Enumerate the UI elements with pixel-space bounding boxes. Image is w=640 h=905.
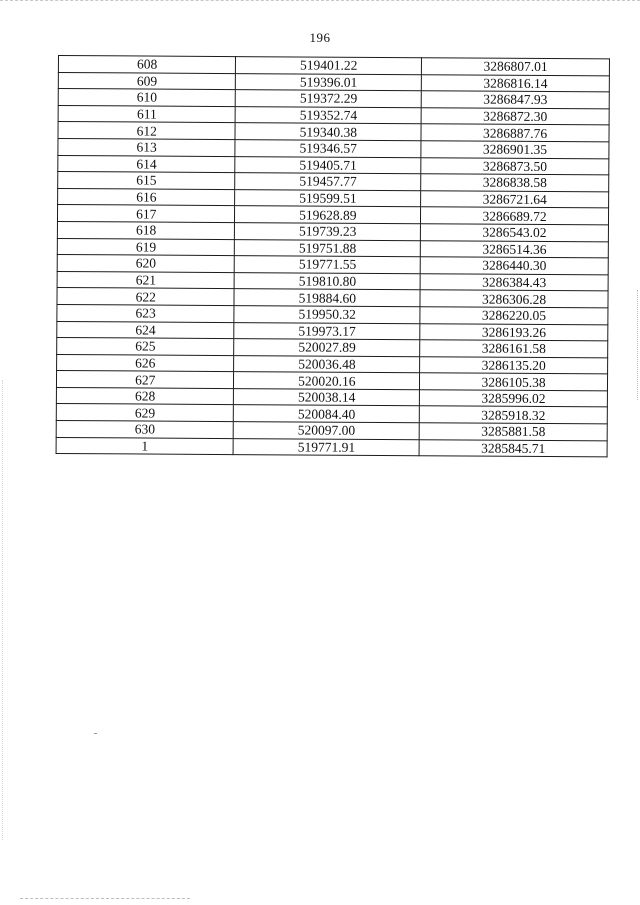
y-coordinate-cell: 3286887.76 — [421, 124, 609, 142]
x-coordinate-cell: 520027.89 — [234, 339, 420, 357]
y-coordinate-cell: 3286807.01 — [422, 58, 610, 76]
point-number-cell: 621 — [57, 271, 235, 289]
point-number-cell: 624 — [57, 321, 235, 339]
point-number-cell: 623 — [57, 304, 235, 322]
point-number-cell: 618 — [57, 221, 235, 239]
y-coordinate-cell: 3285996.02 — [420, 390, 608, 408]
y-coordinate-cell: 3286816.14 — [421, 74, 609, 92]
y-coordinate-cell: 3286161.58 — [420, 340, 608, 358]
point-number-cell: 629 — [56, 404, 234, 422]
y-coordinate-cell: 3285881.58 — [419, 423, 607, 441]
point-number-cell: 625 — [57, 338, 235, 356]
x-coordinate-cell: 519884.60 — [234, 289, 420, 307]
point-number-cell: 1 — [56, 437, 234, 455]
point-number-cell: 615 — [58, 172, 236, 190]
x-coordinate-cell: 519457.77 — [235, 173, 421, 191]
point-number-cell: 614 — [58, 155, 236, 173]
x-coordinate-cell: 520020.16 — [234, 372, 420, 390]
y-coordinate-cell: 3286543.02 — [421, 224, 609, 242]
x-coordinate-cell: 519340.38 — [235, 123, 421, 141]
y-coordinate-cell: 3286220.05 — [420, 307, 608, 325]
y-coordinate-cell: 3286306.28 — [420, 290, 608, 308]
point-number-cell: 609 — [58, 72, 236, 90]
x-coordinate-cell: 519739.23 — [235, 223, 421, 241]
scan-edge-right — [636, 290, 638, 400]
point-number-cell: 628 — [56, 387, 234, 405]
x-coordinate-cell: 519751.88 — [235, 239, 421, 257]
x-coordinate-cell: 519810.80 — [235, 272, 421, 290]
y-coordinate-cell: 3286838.58 — [421, 174, 609, 192]
point-number-cell: 627 — [56, 371, 234, 389]
y-coordinate-cell: 3286105.38 — [420, 373, 608, 391]
y-coordinate-cell: 3286384.43 — [420, 273, 608, 291]
y-coordinate-cell: 3286872.30 — [421, 108, 609, 126]
scan-edge-top — [0, 0, 640, 3]
x-coordinate-cell: 519352.74 — [236, 106, 422, 124]
x-coordinate-cell: 519396.01 — [236, 73, 422, 91]
y-coordinate-cell: 3285845.71 — [419, 439, 607, 457]
point-number-cell: 626 — [57, 354, 235, 372]
y-coordinate-cell: 3286514.36 — [420, 240, 608, 258]
table-row — [56, 437, 607, 457]
point-number-cell: 620 — [57, 255, 235, 273]
scan-edge-left — [2, 380, 4, 840]
x-coordinate-cell: 520036.48 — [234, 355, 420, 373]
page-number: 196 — [309, 30, 331, 45]
y-coordinate-cell: 3286193.26 — [420, 323, 608, 341]
point-number-cell: 612 — [58, 122, 236, 140]
y-coordinate-cell: 3286689.72 — [421, 207, 609, 225]
scan-speck — [94, 733, 97, 734]
x-coordinate-cell: 519771.55 — [235, 256, 421, 274]
point-number-cell: 611 — [58, 105, 236, 123]
x-coordinate-cell: 519628.89 — [235, 206, 421, 224]
x-coordinate-cell: 520038.14 — [234, 388, 420, 406]
y-coordinate-cell: 3286721.64 — [421, 190, 609, 208]
point-number-cell: 608 — [58, 56, 236, 74]
y-coordinate-cell: 3286901.35 — [421, 141, 609, 159]
y-coordinate-cell: 3285918.32 — [419, 406, 607, 424]
point-number-cell: 613 — [58, 138, 236, 156]
point-number-cell: 619 — [57, 238, 235, 256]
coordinates-table — [56, 55, 610, 458]
x-coordinate-cell: 520084.40 — [234, 405, 420, 423]
point-number-cell: 616 — [58, 188, 236, 206]
x-coordinate-cell: 519599.51 — [235, 189, 421, 207]
y-coordinate-cell: 3286847.93 — [421, 91, 609, 109]
x-coordinate-cell: 519973.17 — [234, 322, 420, 340]
point-number-cell: 622 — [57, 288, 235, 306]
y-coordinate-cell: 3286873.50 — [421, 157, 609, 175]
scan-edge-bottom — [20, 898, 190, 900]
x-coordinate-cell: 519950.32 — [234, 305, 420, 323]
y-coordinate-cell: 3286135.20 — [420, 356, 608, 374]
y-coordinate-cell: 3286440.30 — [420, 257, 608, 275]
x-coordinate-cell: 519771.91 — [234, 438, 420, 456]
point-number-cell: 630 — [56, 421, 234, 439]
coordinates-table-body — [56, 56, 609, 458]
x-coordinate-cell: 520097.00 — [234, 422, 420, 440]
point-number-cell: 617 — [57, 205, 235, 223]
x-coordinate-cell: 519346.57 — [235, 140, 421, 158]
x-coordinate-cell: 519401.22 — [236, 57, 422, 75]
x-coordinate-cell: 519405.71 — [235, 156, 421, 174]
x-coordinate-cell: 519372.29 — [236, 90, 422, 108]
point-number-cell: 610 — [58, 89, 236, 107]
